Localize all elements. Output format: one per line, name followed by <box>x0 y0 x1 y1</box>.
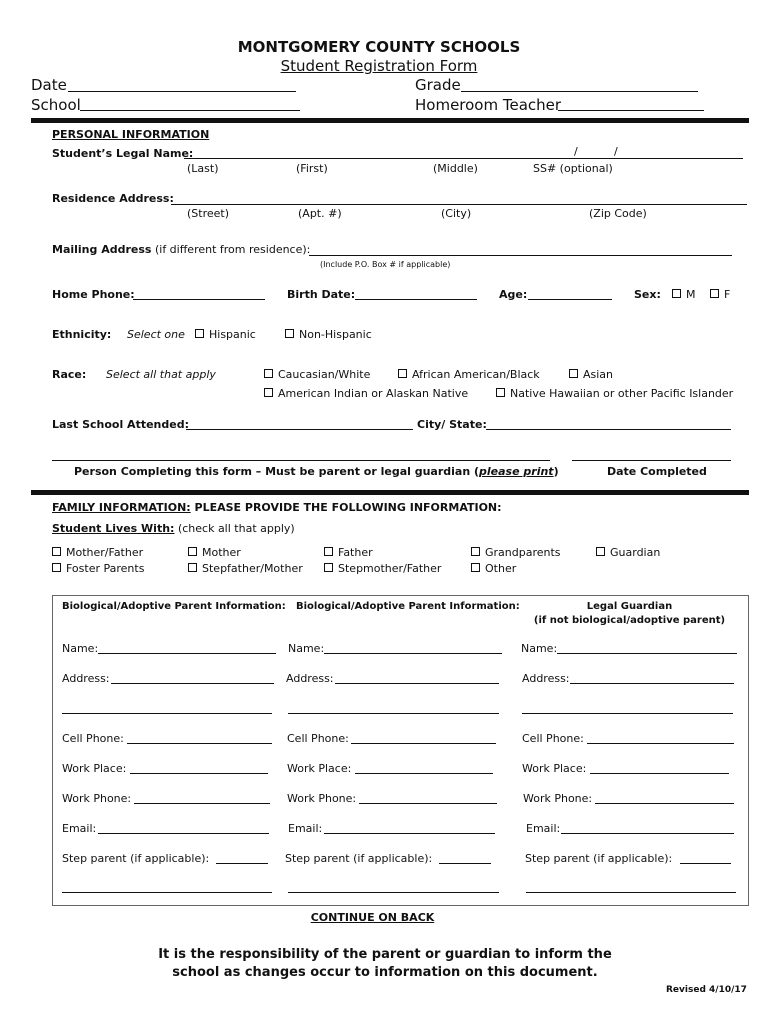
col2-address-field[interactable] <box>335 683 499 684</box>
col3-email-label: Email: <box>526 822 561 835</box>
lives-option-foster-parents[interactable]: Foster Parents <box>52 562 144 575</box>
family-info-heading: FAMILY INFORMATION: PLEASE PROVIDE THE FOLLOWING INFORMATION: <box>52 501 502 514</box>
school-field[interactable] <box>80 110 300 111</box>
age-label: Age: <box>499 288 528 301</box>
mailing-address-label: Mailing Address (if different from residence): <box>52 243 311 256</box>
lives-option-mother-father[interactable]: Mother/Father <box>52 546 143 559</box>
grade-label: Grade <box>415 76 461 94</box>
col3-cell-field[interactable] <box>587 743 734 744</box>
col2-step-field[interactable] <box>439 863 491 864</box>
race-label: Race: <box>52 368 87 381</box>
legal-name-field[interactable] <box>184 158 743 159</box>
ethnicity-label: Ethnicity: <box>52 328 112 341</box>
checkbox-icon[interactable] <box>398 369 407 378</box>
checkbox-icon[interactable] <box>596 547 605 556</box>
school-label: School <box>31 96 81 114</box>
city-state-label: City/ State: <box>417 418 487 431</box>
col2-extra-line[interactable] <box>288 892 499 893</box>
homeroom-teacher-field[interactable] <box>558 110 704 111</box>
col1-workplace-field[interactable] <box>130 773 268 774</box>
address-part-city: (City) <box>441 207 472 220</box>
col3-workplace-label: Work Place: <box>522 762 587 775</box>
name-part-middle: (Middle) <box>433 162 478 175</box>
col3-extra-line[interactable] <box>526 892 736 893</box>
col3-name-field[interactable] <box>557 653 737 654</box>
col2-email-field[interactable] <box>324 833 495 834</box>
date-field[interactable] <box>68 91 296 92</box>
lives-option-stepmother-father[interactable]: Stepmother/Father <box>324 562 441 575</box>
personal-info-heading: PERSONAL INFORMATION <box>52 128 210 141</box>
race-hint: Select all that apply <box>106 368 216 381</box>
checkbox-icon[interactable] <box>264 388 273 397</box>
col2-title: Biological/Adoptive Parent Information: <box>296 601 520 612</box>
col1-address-line2[interactable] <box>62 713 272 714</box>
race-option-american-indian[interactable]: American Indian or Alaskan Native <box>264 387 468 400</box>
name-part-last: (Last) <box>187 162 219 175</box>
sex-option-m[interactable]: M <box>672 288 696 301</box>
col3-workphone-label: Work Phone: <box>523 792 593 805</box>
ethnicity-hint: Select one <box>127 328 185 341</box>
checkbox-icon[interactable] <box>710 289 719 298</box>
address-part-apt: (Apt. #) <box>298 207 342 220</box>
col1-name-label: Name: <box>62 642 99 655</box>
checkbox-icon[interactable] <box>471 547 480 556</box>
residence-address-field[interactable] <box>171 204 747 205</box>
lives-option-mother[interactable]: Mother <box>188 546 241 559</box>
signer-name-field[interactable] <box>52 460 550 461</box>
col3-workphone-field[interactable] <box>595 803 734 804</box>
checkbox-icon[interactable] <box>195 329 204 338</box>
address-part-zip: (Zip Code) <box>589 207 647 220</box>
col3-step-field[interactable] <box>680 863 731 864</box>
name-part-ssn: SS# (optional) <box>533 162 613 175</box>
col2-address-line2[interactable] <box>288 713 499 714</box>
sex-label: Sex: <box>634 288 661 301</box>
header-divider <box>31 118 749 123</box>
col2-workplace-field[interactable] <box>355 773 493 774</box>
lives-option-guardian[interactable]: Guardian <box>596 546 660 559</box>
residence-address-label: Residence Address: <box>52 192 174 205</box>
race-option-african-american[interactable]: African American/Black <box>398 368 540 381</box>
birth-date-label: Birth Date: <box>287 288 356 301</box>
mailing-address-hint: (Include P.O. Box # if applicable) <box>320 260 451 269</box>
city-state-field[interactable] <box>486 429 731 430</box>
continue-on-back: CONTINUE ON BACK <box>310 911 435 924</box>
sex-option-f[interactable]: F <box>710 288 730 301</box>
col1-workphone-field[interactable] <box>134 803 270 804</box>
col3-workplace-field[interactable] <box>590 773 729 774</box>
col2-email-label: Email: <box>288 822 323 835</box>
col2-cell-label: Cell Phone: <box>287 732 349 745</box>
name-part-first: (First) <box>296 162 328 175</box>
birth-date-field[interactable] <box>355 299 477 300</box>
lives-option-father[interactable]: Father <box>324 546 373 559</box>
revised-date: Revised 4/10/17 <box>666 985 747 995</box>
date-completed-field[interactable] <box>572 460 731 461</box>
home-phone-label: Home Phone: <box>52 288 135 301</box>
col1-cell-label: Cell Phone: <box>62 732 124 745</box>
col2-cell-field[interactable] <box>351 743 496 744</box>
legal-name-label: Student’s Legal Name: <box>52 147 194 160</box>
home-phone-field[interactable] <box>133 299 265 300</box>
age-field[interactable] <box>528 299 612 300</box>
race-option-caucasian[interactable]: Caucasian/White <box>264 368 370 381</box>
col3-subtitle: (if not biological/adoptive parent) <box>533 615 726 626</box>
col1-cell-field[interactable] <box>127 743 272 744</box>
col3-email-field[interactable] <box>561 833 734 834</box>
lives-option-stepfather-mother[interactable]: Stepfather/Mother <box>188 562 303 575</box>
col3-address-label: Address: <box>522 672 570 685</box>
form-title: Student Registration Form <box>280 57 478 75</box>
last-school-field[interactable] <box>186 429 413 430</box>
col1-title: Biological/Adoptive Parent Information: <box>62 601 286 612</box>
lives-with-label: Student Lives With: (check all that apply) <box>52 522 295 535</box>
col2-workphone-field[interactable] <box>359 803 497 804</box>
col2-workplace-label: Work Place: <box>287 762 352 775</box>
col1-email-field[interactable] <box>98 833 269 834</box>
col2-workphone-label: Work Phone: <box>287 792 357 805</box>
col1-address-field[interactable] <box>111 683 274 684</box>
race-option-asian[interactable]: Asian <box>569 368 613 381</box>
col1-workplace-label: Work Place: <box>62 762 127 775</box>
col1-email-label: Email: <box>62 822 97 835</box>
checkbox-icon[interactable] <box>52 563 61 572</box>
col3-title: Legal Guardian <box>586 601 673 612</box>
checkbox-icon[interactable] <box>471 563 480 572</box>
date-label: Date <box>31 76 67 94</box>
grade-field[interactable] <box>461 91 698 92</box>
race-option-native-hawaiian[interactable]: Native Hawaiian or other Pacific Islander <box>496 387 733 400</box>
col1-address-label: Address: <box>62 672 110 685</box>
col3-name-label: Name: <box>521 642 558 655</box>
checkbox-icon[interactable] <box>569 369 578 378</box>
ssn-separator-2: / <box>614 145 618 158</box>
mailing-address-field[interactable] <box>309 255 732 256</box>
date-completed-label: Date Completed <box>607 465 707 478</box>
col1-step-label: Step parent (if applicable): <box>62 852 210 865</box>
checkbox-icon[interactable] <box>264 369 273 378</box>
col2-address-label: Address: <box>286 672 334 685</box>
ethnicity-option-hispanic[interactable]: Hispanic <box>195 328 256 341</box>
ssn-separator-1: / <box>574 145 578 158</box>
col1-extra-line[interactable] <box>62 892 272 893</box>
col3-cell-label: Cell Phone: <box>522 732 584 745</box>
address-part-street: (Street) <box>187 207 230 220</box>
col3-step-label: Step parent (if applicable): <box>525 852 673 865</box>
col3-address-line2[interactable] <box>522 713 733 714</box>
col2-name-field[interactable] <box>324 653 502 654</box>
col2-step-label: Step parent (if applicable): <box>285 852 433 865</box>
col1-workphone-label: Work Phone: <box>62 792 132 805</box>
school-district-title: MONTGOMERY COUNTY SCHOOLS <box>237 38 521 56</box>
checkbox-icon[interactable] <box>324 547 333 556</box>
col3-address-field[interactable] <box>570 683 734 684</box>
col1-name-field[interactable] <box>98 653 276 654</box>
lives-option-other[interactable]: Other <box>471 562 516 575</box>
checkbox-icon[interactable] <box>324 563 333 572</box>
checkbox-icon[interactable] <box>285 329 294 338</box>
checkbox-icon[interactable] <box>52 547 61 556</box>
responsibility-line-2: school as changes occur to information on this document. <box>172 965 598 980</box>
signer-caption: Person Completing this form – Must be parent or legal guardian (please print) <box>74 465 559 478</box>
checkbox-icon[interactable] <box>188 547 197 556</box>
checkbox-icon[interactable] <box>188 563 197 572</box>
lives-option-grandparents[interactable]: Grandparents <box>471 546 561 559</box>
last-school-label: Last School Attended: <box>52 418 189 431</box>
section-divider <box>31 490 749 495</box>
col2-name-label: Name: <box>288 642 325 655</box>
checkbox-icon[interactable] <box>496 388 505 397</box>
ethnicity-option-non-hispanic[interactable]: Non-Hispanic <box>285 328 372 341</box>
checkbox-icon[interactable] <box>672 289 681 298</box>
responsibility-line-1: It is the responsibility of the parent or guardian to inform the <box>158 947 612 962</box>
homeroom-teacher-label: Homeroom Teacher <box>415 96 562 114</box>
col1-step-field[interactable] <box>216 863 268 864</box>
